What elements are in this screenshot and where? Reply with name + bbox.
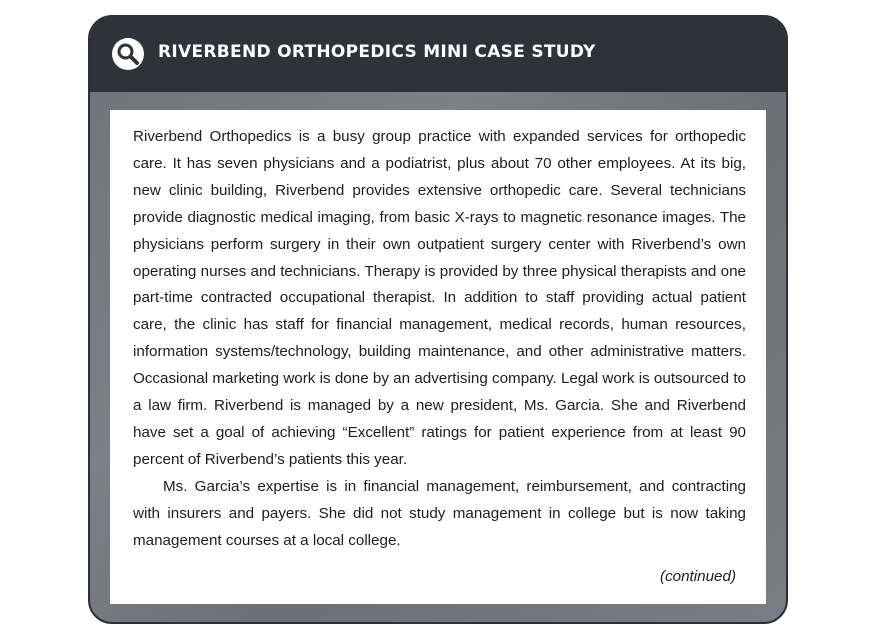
case-study-box bbox=[88, 15, 788, 624]
body-paragraph-2: Ms. Garcia’s expertise is in financial management, reimbursement, and contracting with insurers and payers. She did not study management in college but is now taking management courses at a local college. bbox=[133, 477, 746, 549]
body-paragraph-1: Riverbend Orthopedics is a busy group practice with expanded services for orthopedic care. It has seven physicians and a podiatrist, plus about 70 other employees. At its big, new clinic building, Riverbend provides extensive orthopedic care. Several technicians provide diagnostic medical imaging, from basic X-rays to magnetic resonance images. The physicians perform surgery in their own outpatient surgery center with Riverbend’s own operating nurses and technicians. Therapy is provided by three physical therapists and one part-time contracted occupational therapist. In addition to staff providing actual patient care, the clinic has staff for financial management, medical records, human resources, information systems/technology, building maintenance, and other administrative matters. Occasional marketing work is done by an advertising company. Legal work is outsourced to a law firm. Riverbend is managed by a new president, Ms. Garcia. She and Riverbend have set a goal of achieving “Excellent” ratings for patient experience from at least 90 percent of Riverbend’s patients this year. bbox=[133, 128, 746, 468]
case-study-text-panel bbox=[110, 110, 766, 604]
case-study-title: RIVERBEND ORTHOPEDICS MINI CASE STUDY bbox=[158, 42, 596, 62]
case-study-header bbox=[90, 17, 786, 92]
magnifying-glass-icon bbox=[112, 38, 144, 70]
continued-label: (continued) bbox=[660, 568, 736, 585]
